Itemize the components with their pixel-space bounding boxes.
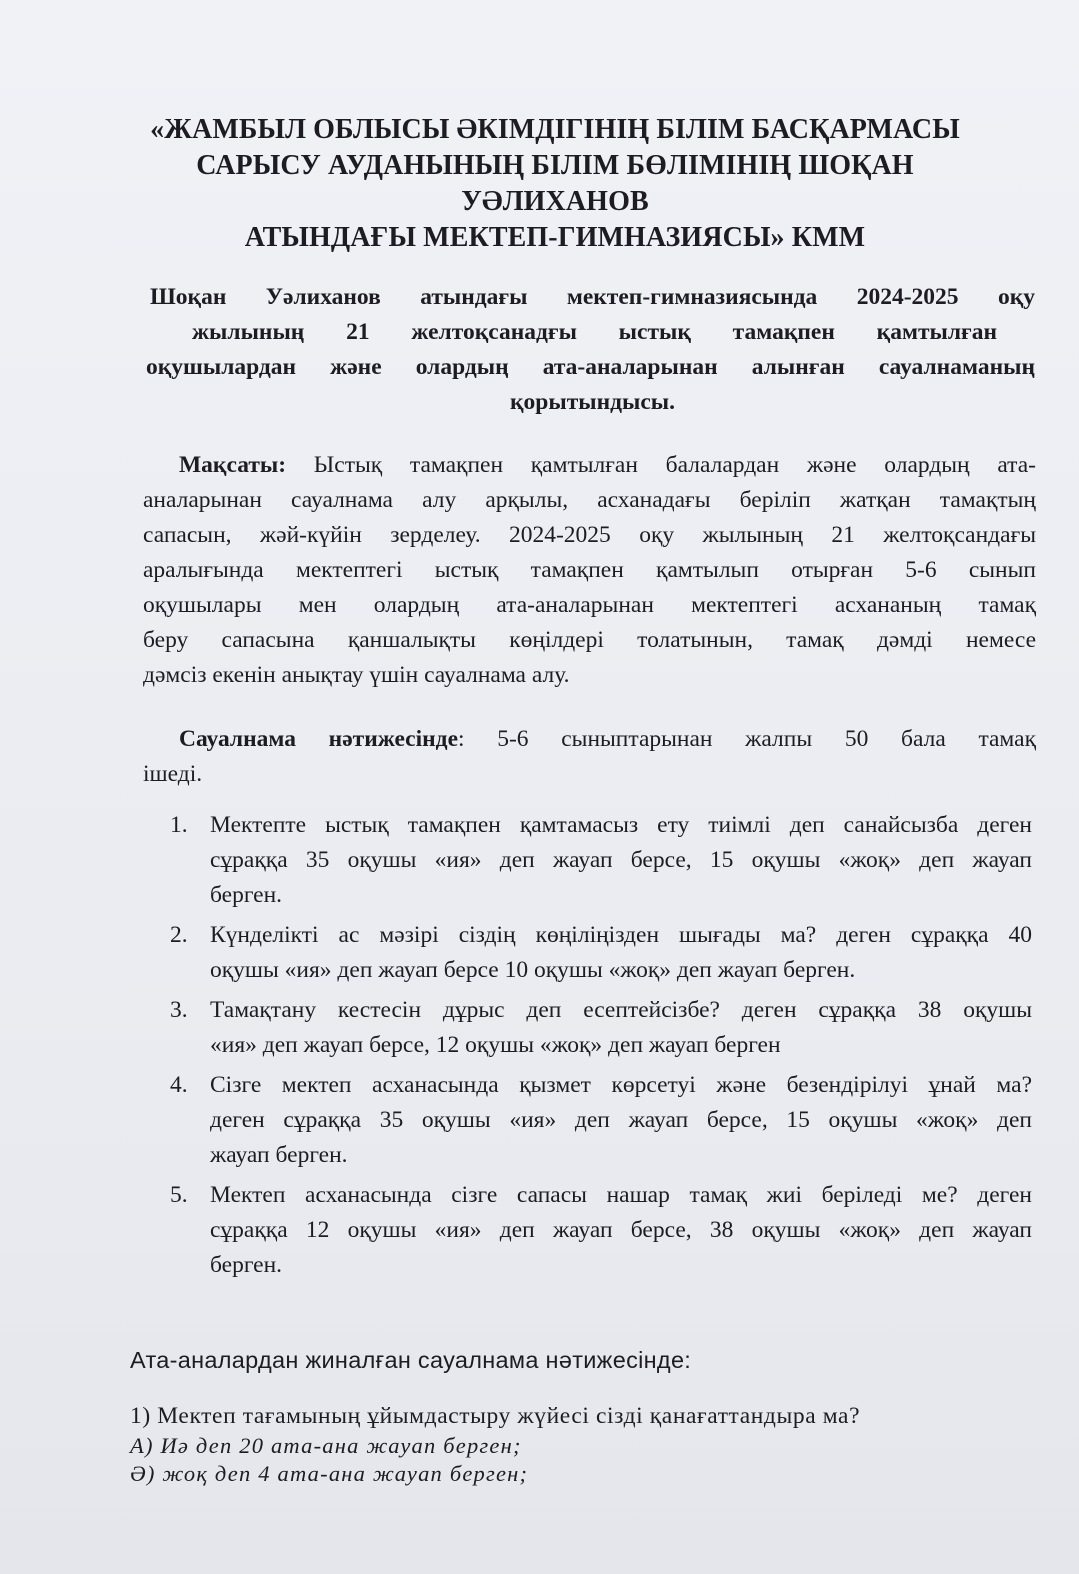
list-item-number: 1. xyxy=(170,812,188,838)
list-item-line: сұраққа 35 оқушы «ия» деп жауап берсе, 15 оқушы «жоқ» деп жауап xyxy=(210,847,1032,873)
document-title xyxy=(146,280,1035,420)
list-item-number: 4. xyxy=(170,1072,188,1098)
list-item-line: «ия» деп жауап берсе, 12 оқушы «жоқ» деп жауап берген xyxy=(210,1032,781,1058)
list-item xyxy=(170,993,1032,1063)
aim-line: оқушылары мен олардың ата-аналарынан мектептегі асхананың тамақ xyxy=(143,592,1036,618)
parents-answer-b: Ә) жоқ деп 4 ата-ана жауап берген; xyxy=(130,1461,529,1486)
list-item-line: берген. xyxy=(210,882,283,908)
parents-answer-a: А) Иә деп 20 ата-ана жауап берген; xyxy=(130,1433,522,1458)
list-item-line: Мектеп асханасында сізге сапасы нашар тамақ жиі беріледі ме? деген xyxy=(210,1182,1032,1208)
result-paragraph xyxy=(143,722,1036,792)
list-item-line: Сізге мектеп асханасында қызмет көрсетуі және безендірілуі ұнай ма? xyxy=(210,1072,1032,1098)
title-line: жылының 21 желтоқсанадғы ыстық тамақпен қамтылған xyxy=(192,319,997,345)
aim-first-line xyxy=(143,448,1036,483)
aim-paragraph xyxy=(143,448,1036,693)
aim-line: аналарынан сауалнама алу арқылы, асханадағы беріліп жатқан тамақтың xyxy=(143,487,1036,513)
aim-line: сапасын, жәй-күйін зерделеу. 2024-2025 оқу жылының 21 желтоқсандағы xyxy=(143,522,1036,548)
result-last-line: ішеді. xyxy=(143,761,203,787)
org-header-line: АТЫНДАҒЫ МЕКТЕП-ГИМНАЗИЯСЫ» КММ xyxy=(244,222,866,253)
list-item xyxy=(170,1068,1032,1173)
org-header-line: САРЫСУ АУДАНЫНЫҢ БІЛІМ БӨЛІМІНІҢ ШОҚАН УӘЛИХАНОВ xyxy=(196,150,914,217)
student-questions-list xyxy=(170,808,1032,1288)
list-item-number: 3. xyxy=(170,997,188,1023)
list-item-number: 2. xyxy=(170,922,188,948)
list-item-line: берген. xyxy=(210,1252,283,1278)
parents-survey-heading: Ата-аналардан жиналған сауалнама нәтижесінде: xyxy=(130,1347,692,1373)
list-item xyxy=(170,918,1032,988)
list-item-line: Тамақтану кестесін дұрыс деп есептейсізбе? деген сұраққа 38 оқушы xyxy=(210,997,1032,1023)
org-header-line: «ЖАМБЫЛ ОБЛЫСЫ ӘКІМДІГІНІҢ БІЛІМ БАСҚАРМАСЫ xyxy=(150,114,960,145)
organization-header xyxy=(120,112,990,256)
result-first-line xyxy=(143,722,1036,757)
title-line: оқушылардан және олардың ата-аналарынан алынған сауалнаманың xyxy=(146,354,1035,380)
list-item xyxy=(170,808,1032,913)
list-item-number: 5. xyxy=(170,1182,188,1208)
list-item-line: жауап берген. xyxy=(210,1142,348,1168)
aim-line: беру сапасына қаншалықты көңілдері толатынын, тамақ дәмді немесе xyxy=(143,627,1036,653)
list-item-line: сұраққа 12 оқушы «ия» деп жауап берсе, 38 оқушы «жоқ» деп жауап xyxy=(210,1217,1032,1243)
list-item-line: деген сұраққа 35 оқушы «ия» деп жауап берсе, 15 оқушы «жоқ» деп xyxy=(210,1107,1032,1133)
aim-first-text: Ыстық тамақпен қамтылған балалардан және олардың ата- xyxy=(313,452,1036,478)
result-first-text: : 5-6 сыныптарынан жалпы 50 бала тамақ xyxy=(458,726,1036,752)
aim-line: дәмсіз екенін анықтау үшін сауалнама алу. xyxy=(143,662,570,688)
title-line: Шоқан Уәлиханов атындағы мектеп-гимназиясында 2024-2025 оқу xyxy=(150,284,1035,310)
aim-line: аралығында мектептегі ыстық тамақпен қамтылып отырған 5-6 сынып xyxy=(143,557,1036,583)
parents-question: 1) Мектеп тағамының ұйымдастыру жүйесі сізді қанағаттандыра ма? xyxy=(130,1403,861,1429)
list-item-line: Мектепте ыстық тамақпен қамтамасыз ету тиімлі деп санайсызба деген xyxy=(210,812,1032,838)
result-label: Сауалнама нәтижесінде xyxy=(179,726,458,752)
list-item-line: Күнделікті ас мәзірі сіздің көңіліңізден шығады ма? деген сұраққа 40 xyxy=(210,922,1032,948)
title-line: қорытындысы. xyxy=(509,389,676,415)
list-item-line: оқушы «ия» деп жауап берсе 10 оқушы «жоқ» деп жауап берген. xyxy=(210,957,856,983)
aim-label: Мақсаты: xyxy=(179,452,287,478)
list-item xyxy=(170,1178,1032,1283)
